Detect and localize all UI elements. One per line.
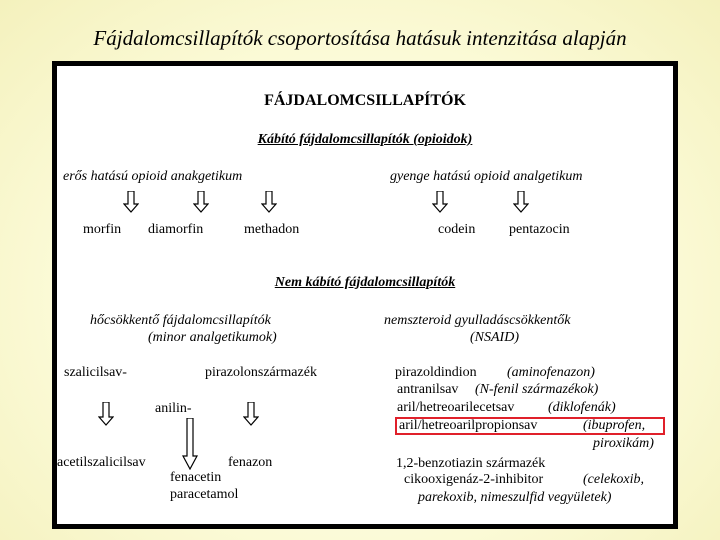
nsaid-row-example: (diklofenák) — [548, 400, 616, 415]
aniline-label: anilin- — [155, 401, 192, 416]
nsaid-row-example: (aminofenazon) — [507, 365, 595, 380]
down-arrow-icon — [243, 402, 259, 426]
nsaid-row-name: aril/hetreoarilpropionsav — [399, 418, 538, 433]
drug-pentazocin: pentazocin — [509, 222, 570, 237]
minor-analgesics-sublabel: (minor analgetikumok) — [148, 330, 277, 345]
down-arrow-icon — [181, 418, 199, 470]
diagram-panel — [57, 66, 673, 524]
salicylic-acid-label: szalicilsav- — [64, 365, 127, 380]
nsaid-row-example: (N-fenil származékok) — [475, 382, 599, 397]
nsaid-row-example: (ibuprofen, — [583, 418, 646, 433]
phenacetin-label: fenacetin — [170, 470, 222, 485]
opioid-section-title: Kábító fájdalomcsillapítók (opioidok) — [257, 132, 473, 147]
minor-analgesics-label: hőcsökkentő fájdalomcsillapítók — [90, 313, 271, 328]
drug-codein: codein — [438, 222, 476, 237]
slide-title: Fájdalomcsillapítók csoportosítása hatásuk intenzitása alapján — [93, 26, 627, 50]
drug-methadon: methadon — [244, 222, 300, 237]
down-arrow-icon — [193, 191, 209, 213]
nsaid-row-example-continued: parekoxib, nimeszulfid vegyületek) — [418, 490, 612, 505]
acetylsalicylic-acid-label: acetilszalicilsav — [57, 455, 146, 470]
down-arrow-icon — [123, 191, 139, 213]
down-arrow-icon — [98, 402, 114, 426]
paracetamol-label: paracetamol — [170, 487, 239, 502]
nsaid-label: nemszteroid gyulladáscsökkentők — [384, 313, 571, 328]
strong-opioid-label: erős hatású opioid anakgetikum — [63, 169, 243, 184]
nsaid-row-example: (celekoxib, — [583, 472, 645, 487]
down-arrow-icon — [513, 191, 529, 213]
nsaid-row-name: cikooxigenáz-2-inhibitor — [404, 472, 544, 487]
drug-diamorfin: diamorfin — [148, 222, 204, 237]
diagram-heading: FÁJDALOMCSILLAPÍTÓK — [264, 92, 466, 109]
nsaid-row-name: 1,2-benzotiazin származék — [396, 456, 546, 471]
down-arrow-icon — [432, 191, 448, 213]
weak-opioid-label: gyenge hatású opioid analgetikum — [390, 169, 583, 184]
phenazone-label: fenazon — [228, 455, 273, 470]
nsaid-row-example-continued: piroxikám) — [593, 436, 654, 451]
down-arrow-icon — [261, 191, 277, 213]
nsaid-row-name: pirazoldindion — [395, 365, 477, 380]
nonopioid-section-title: Nem kábító fájdalomcsillapítók — [274, 275, 456, 290]
drug-morfin: morfin — [83, 222, 122, 237]
pyrazolone-label: pirazolonszármazék — [205, 365, 317, 380]
nsaid-row-name: antranilsav — [397, 382, 459, 397]
nsaid-row-name: aril/hetreoarilecetsav — [397, 400, 515, 415]
nsaid-sublabel: (NSAID) — [470, 330, 519, 345]
